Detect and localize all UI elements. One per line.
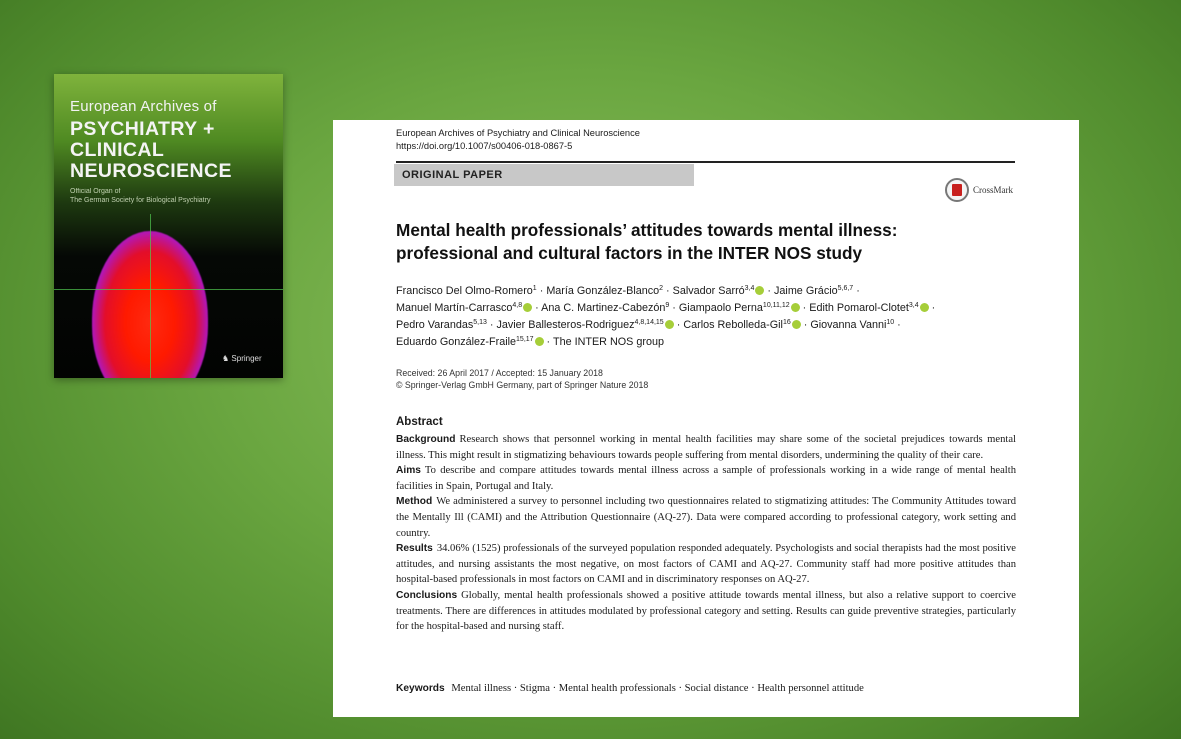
keywords-block <box>396 683 1016 694</box>
cover-subtitle-line2: The German Society for Biological Psychiatry <box>70 197 211 204</box>
crossmark-badge[interactable] <box>945 178 1013 202</box>
paper-title <box>396 219 996 265</box>
abstract-section-label: Aims <box>396 465 421 477</box>
orcid-icon[interactable] <box>523 303 532 312</box>
abstract-section-label: Conclusions <box>396 589 458 601</box>
author-name: Jaime Grácio <box>774 285 838 297</box>
crosshair-horizontal <box>54 289 283 290</box>
journal-cover <box>54 74 283 378</box>
author-affiliation: 10 <box>886 319 895 326</box>
cover-publisher-name: Springer <box>231 354 262 363</box>
author[interactable] <box>496 319 673 331</box>
author-list: Francisco Del Olmo-Romero$^1$ · María González-Blanco$^2$ · Salvador Sarró$^{3,4}$ · Jaime Grácio$^{5,6,7}$ · Manuel Martín-Carrasco$^{4,8}$ · Ana C. Martinez-Cabezón$^9$ · Giampaolo Perna$^{10,11,12}$ · Edith Pomarol-Clotet$^{3,4}$ · Pedro Varandas$^{5,13}$ · Javier Ballesteros-Rodriguez$^{4,8,14,15}$ · Carlos Rebolleda-Gil$^{16}$ · Giovanna Vanni$^{10}$ · Eduardo González-Fraile$^{15,17}$ · The INTER NOS group <box>396 285 936 348</box>
author-name: Carlos Rebolleda-Gil <box>683 319 783 331</box>
author-affiliation: 10,11,12 <box>762 302 790 309</box>
author-affiliation: 2 <box>659 285 664 292</box>
keywords-label: Keywords <box>396 683 445 694</box>
author[interactable] <box>673 285 765 297</box>
author-affiliation: 16 <box>782 319 791 326</box>
author[interactable] <box>396 302 532 314</box>
author-name: Giampaolo Perna <box>678 302 763 314</box>
author[interactable] <box>541 302 669 314</box>
author[interactable] <box>809 302 928 314</box>
author-affiliation: 3,4 <box>744 285 755 292</box>
author-affiliation: 4,8 <box>512 302 523 309</box>
abstract-section <box>396 541 1016 588</box>
abstract-section <box>396 588 1016 635</box>
author-affiliation: 5,6,7 <box>837 285 854 292</box>
keywords-text: Mental illness · Stigma · Mental health professionals · Social distance · Health personnel attitude <box>451 683 864 694</box>
abstract-heading: Abstract <box>396 416 443 428</box>
author-name: Giovanna Vanni <box>810 319 887 331</box>
author-name: Javier Ballesteros-Rodriguez <box>496 319 635 331</box>
author-name: The INTER NOS group <box>552 336 664 348</box>
author-affiliation: 15,17 <box>516 336 534 343</box>
cover-title-line1: European Archives of <box>70 98 217 115</box>
abstract-section <box>396 494 1016 541</box>
cover-title-line2: PSYCHIATRY + <box>70 118 215 140</box>
paper-title-line2: professional and cultural factors in the INTER NOS study <box>396 243 863 263</box>
orcid-icon[interactable] <box>665 320 674 329</box>
author-affiliation: 9 <box>665 302 670 309</box>
section-label: ORIGINAL PAPER <box>394 164 694 186</box>
author[interactable] <box>679 302 800 314</box>
author[interactable] <box>396 336 544 348</box>
author-affiliation: 5,13 <box>473 319 487 326</box>
paper-title-line1: Mental health professionals’ attitudes towards mental illness: <box>396 220 898 240</box>
author-name: Pedro Varandas <box>396 319 474 331</box>
orcid-icon[interactable] <box>755 286 764 295</box>
cover-subtitle-line1: Official Organ of <box>70 188 121 195</box>
abstract-section-text: To describe and compare attitudes towards mental illness across a sample of professionals working in a wide range of mental health facilities in Spain, Portugal and Italy. <box>396 465 1016 492</box>
author[interactable] <box>546 285 663 297</box>
received-accepted: Received: 26 April 2017 / Accepted: 15 January 2018 <box>396 368 603 378</box>
abstract-section-text: Globally, mental health professionals showed a positive attitude towards mental illness, but also a relative support to coercive treatments. There are differences in attitudes modulated by professional category and setting. Results can guide preventive strategies, particularly for the hospital-based and nursing staff. <box>396 589 1016 633</box>
cover-title-line3: CLINICAL <box>70 139 165 161</box>
author[interactable] <box>810 319 894 331</box>
abstract-section <box>396 432 1016 463</box>
crossmark-label: CrossMark <box>973 185 1013 195</box>
cover-title-line4: NEUROSCIENCE <box>70 160 232 182</box>
cover-publisher <box>222 354 262 363</box>
author-name: Ana C. Martinez-Cabezón <box>541 302 666 314</box>
abstract-body <box>396 432 1016 635</box>
crosshair-vertical <box>150 214 151 378</box>
dates-block <box>396 368 648 391</box>
crossmark-icon <box>945 178 969 202</box>
paper-page <box>333 120 1079 717</box>
journal-name: European Archives of Psychiatry and Clinical Neuroscience <box>396 128 640 138</box>
author[interactable] <box>774 285 853 297</box>
abstract-section-label: Results <box>396 543 433 555</box>
author-name: Edith Pomarol-Clotet <box>809 302 909 314</box>
author-affiliation: 3,4 <box>908 302 919 309</box>
author-name: Eduardo González-Fraile <box>396 336 517 348</box>
abstract-section-text: Research shows that personnel working in mental health facilities may share some of the societal prejudices towards mental illness. This might result in stigmatizing behaviours towards people suffering from mental disorders, undermining the quality of their care. <box>396 434 1016 461</box>
header-rule <box>396 161 1015 163</box>
author-name: María González-Blanco <box>546 285 660 297</box>
author[interactable] <box>683 319 800 331</box>
abstract-section <box>396 463 1016 494</box>
abstract-section-label: Background <box>396 434 456 445</box>
copyright: © Springer-Verlag GmbH Germany, part of Springer Nature 2018 <box>396 379 649 390</box>
orcid-icon[interactable] <box>792 320 801 329</box>
orcid-icon[interactable] <box>791 303 800 312</box>
author-affiliation: 4,8,14,15 <box>634 319 664 326</box>
cover-title-main <box>70 119 232 182</box>
cover-subtitle <box>70 187 210 205</box>
author-affiliation: 1 <box>532 285 537 292</box>
author-name: Manuel Martín-Carrasco <box>396 302 513 314</box>
author-name: Salvador Sarró <box>672 285 745 297</box>
author[interactable] <box>396 285 537 297</box>
orcid-icon[interactable] <box>920 303 929 312</box>
abstract-section-text: We administered a survey to personnel including two questionnaires related to stigmatizing attitudes: The Community Attitudes toward the Mentally Ill (CAMI) and the Attribution Questionnaire (AQ-27). Data were compared according to professional category, work setting and country. <box>396 496 1016 539</box>
abstract-section-text: 34.06% (1525) professionals of the surveyed population responded adequately. Psychologists and social therapists had the most positive attitudes, and nursing assistants the most negative, on most factors of CAMI and AQ-27. Community staff had more positive attitudes than hospital-based professionals in most factors on CAMI and in discriminatory responses on AQ-27. <box>396 543 1016 586</box>
author[interactable] <box>396 319 487 331</box>
springer-logo-icon: ♞ <box>222 354 230 363</box>
author[interactable] <box>553 336 664 348</box>
doi-link[interactable]: https://doi.org/10.1007/s00406-018-0867-5 <box>396 141 573 151</box>
orcid-icon[interactable] <box>535 337 544 346</box>
abstract-section-label: Method <box>396 496 433 508</box>
author-name: Francisco Del Olmo-Romero <box>396 285 533 297</box>
